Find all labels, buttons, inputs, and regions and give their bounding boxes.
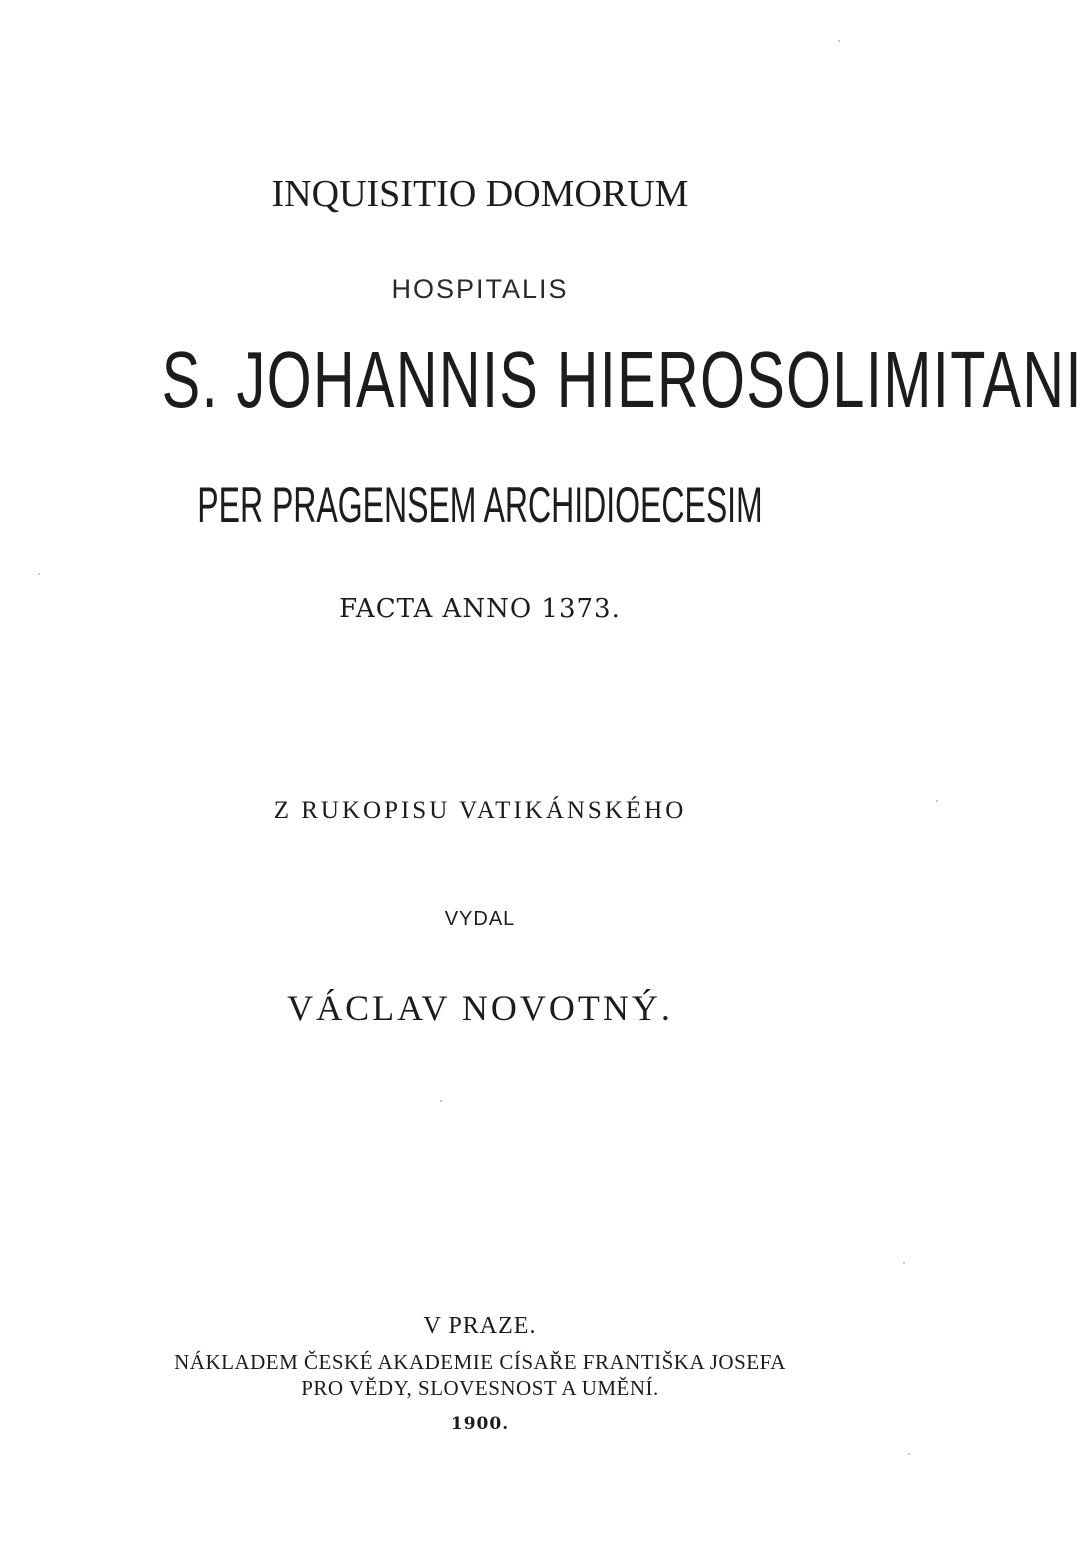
title-hospitalis: HOSPITALIS xyxy=(391,274,569,304)
imprint-place: V PRAZE. xyxy=(423,1313,537,1339)
paper-speck xyxy=(936,800,938,802)
imprint-year: 1900. xyxy=(450,1414,510,1434)
paper-speck xyxy=(38,573,40,575)
paper-speck xyxy=(838,40,840,42)
title-facta-anno: FACTA ANNO 1373. xyxy=(339,594,621,624)
paper-speck xyxy=(903,1262,905,1264)
title-per-pragensem: PER PRAGENSEM ARCHIDIOECESIM xyxy=(197,477,763,533)
imprint-publisher-line1: NÁKLADEM ČESKÉ AKADEMIE CÍSAŘE FRANTIŠKA JOSEFA xyxy=(174,1350,786,1374)
manuscript-source: Z RUKOPISU VATIKÁNSKÉHO xyxy=(273,797,687,824)
editor-name: VÁCLAV NOVOTNÝ. xyxy=(287,988,673,1028)
paper-speck xyxy=(440,1100,442,1102)
edited-by-label: VYDAL xyxy=(444,908,516,930)
imprint-publisher-line2: PRO VĚDY, SLOVESNOST A UMĚNÍ. xyxy=(301,1376,659,1400)
title-inquisitio-domorum: INQUISITIO DOMORUM xyxy=(271,173,689,215)
title-s-johannis: S. JOHANNIS HIEROSOLIMITANI xyxy=(161,335,1083,424)
paper-speck xyxy=(908,1453,910,1455)
